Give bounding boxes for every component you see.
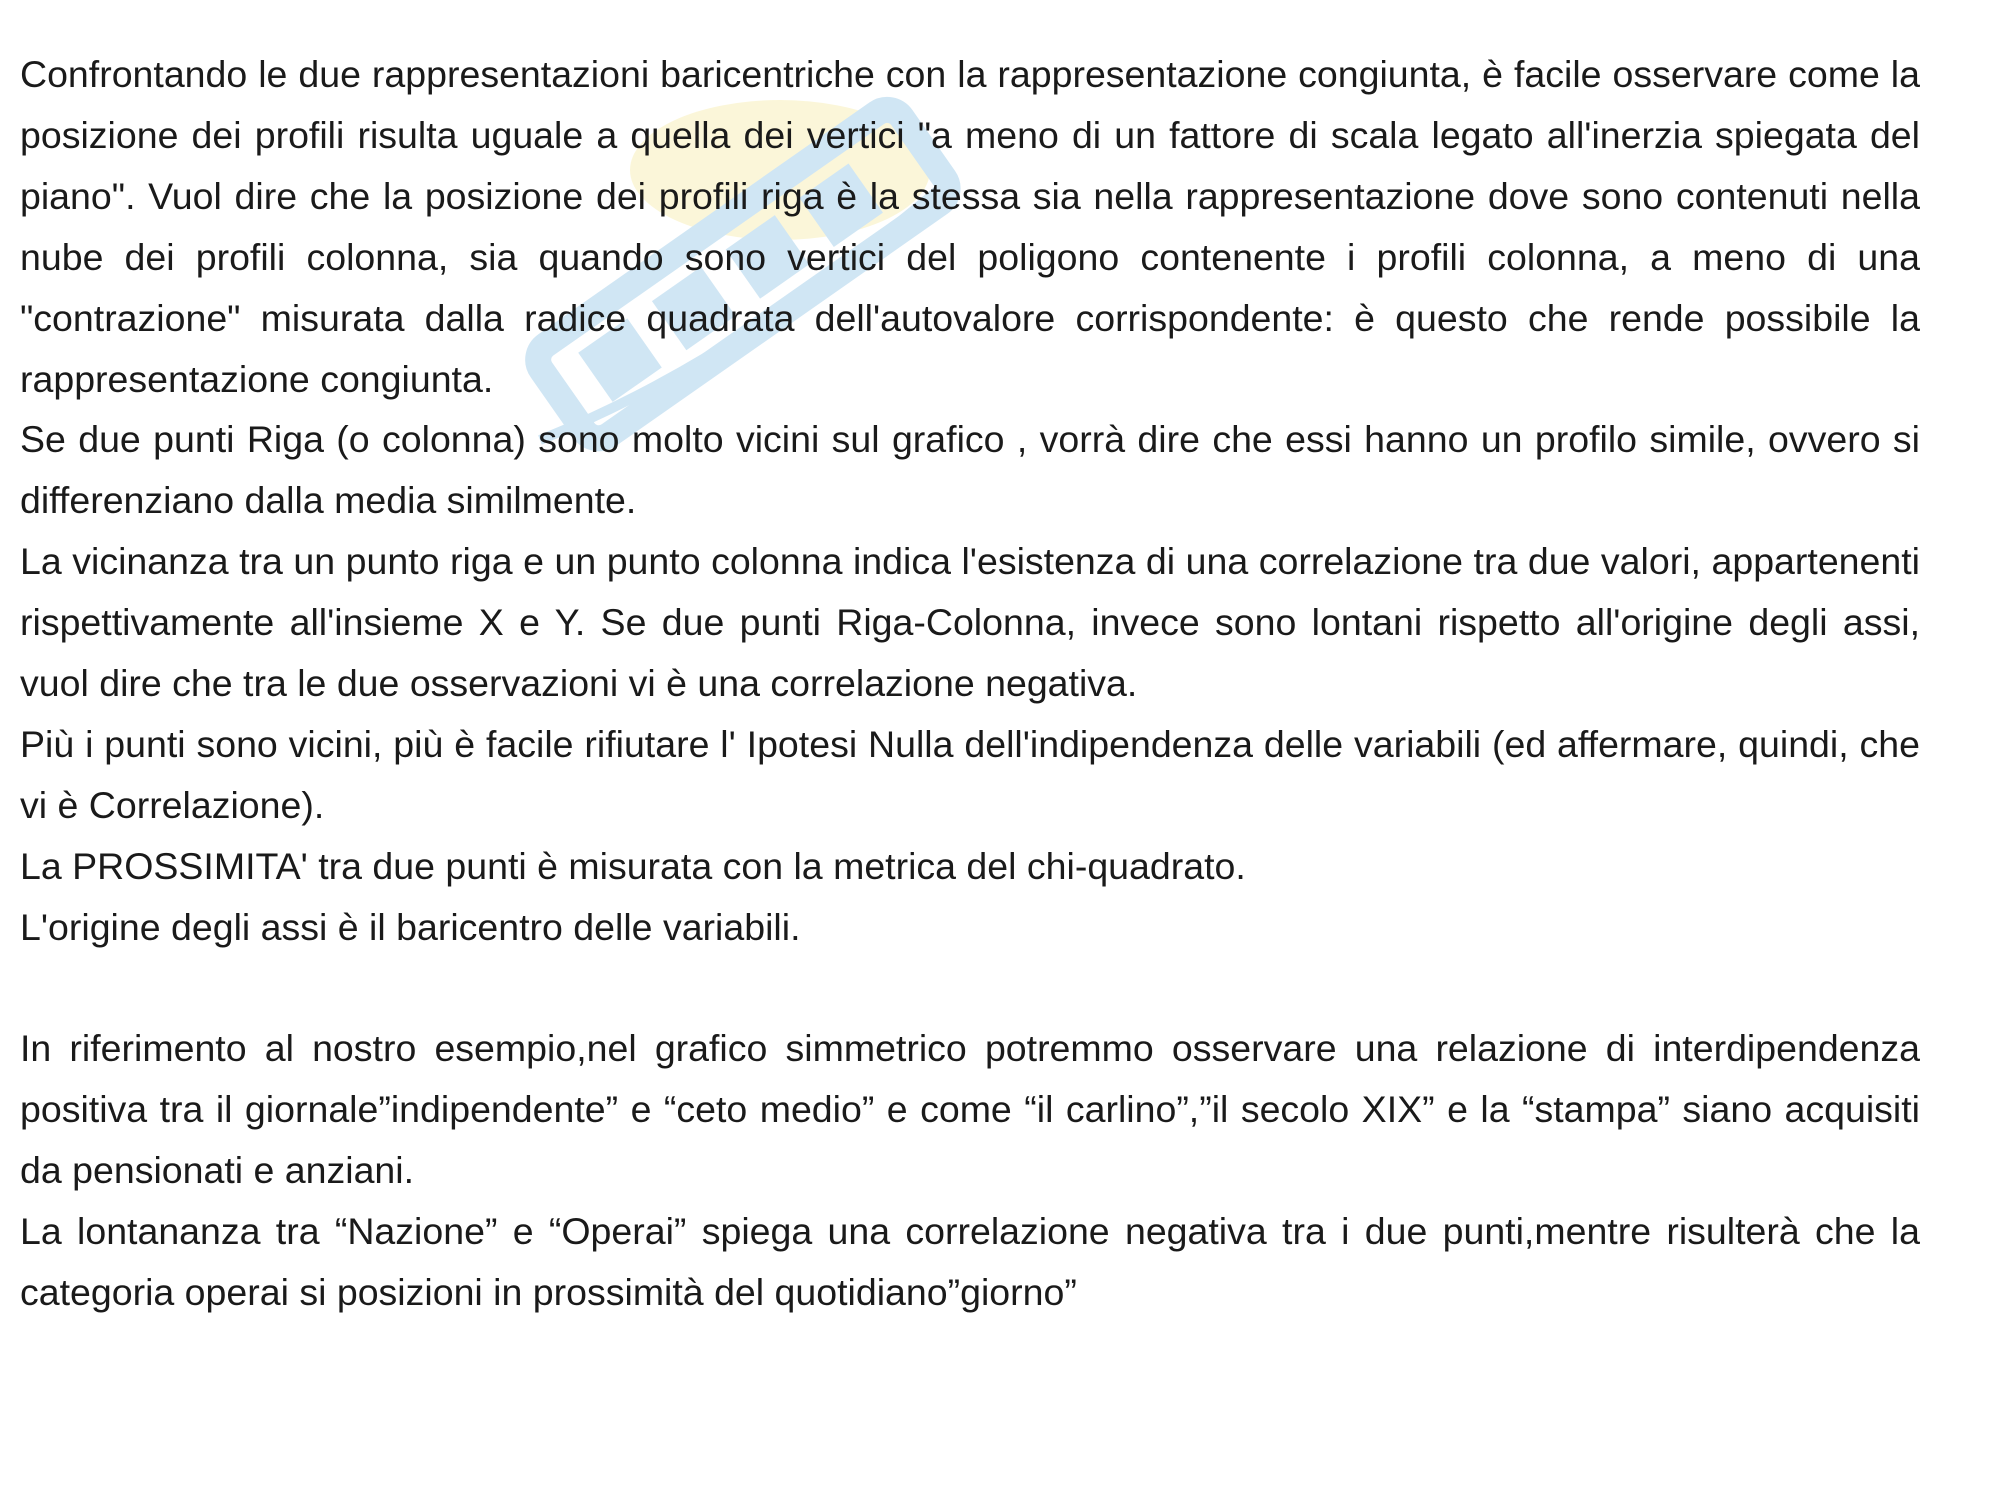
paragraph-origine-assi: L'origine degli assi è il baricentro delle variabili. — [20, 905, 801, 948]
paragraph-prossimita: La PROSSIMITA' tra due punti è misurata con la metrica del chi-quadrato. — [20, 844, 1246, 887]
paragraph-ipotesi-nulla: Più i punti sono vicini, più è facile rifiutare l' Ipotesi Nulla dell'indipendenza delle variabili (ed affermare, quindi, che vi è Correlazione). — [20, 722, 1920, 826]
document-body — [20, 44, 1920, 1323]
paragraph-rappresentazione-congiunta: Confrontando le due rappresentazioni baricentriche con la rappresentazione congiunta, è facile osservare come la posizione dei profili risulta uguale a quella dei vertici "a meno di un fattore di scala legato all'inerzia spiegata del piano". Vuol dire che la posizione dei profili riga è la stessa sia nella rappresentazione dove sono contenuti nella nube dei profili colonna, sia quando sono vertici del poligono contenente i profili colonna, a meno di una "contrazione" misurata dalla radice quadrata dell'autovalore corrispondente: è questo che rende possibile la rappresentazione congiunta. — [20, 53, 1920, 400]
paragraph-esempio: In riferimento al nostro esempio,nel grafico simmetrico potremmo osservare una relazione di interdipendenza positiva tra il giornale”indipendente” e “ceto medio” e come “il carlino”,”il secolo XIX” e la “stampa” siano acquisiti da pensionati e anziani. — [20, 1027, 1920, 1192]
paragraph-vicinanza: La vicinanza tra un punto riga e un punto colonna indica l'esistenza di una correlazione tra due valori, appartenenti rispettivamente all'insieme X e Y. Se due punti Riga-Colonna, invece sono lontani rispetto all'origine degli assi, vuol dire che tra le due osservazioni vi è una correlazione negativa. — [20, 540, 1920, 705]
paragraph-punti-riga: Se due punti Riga (o colonna) sono molto vicini sul grafico , vorrà dire che essi hanno un profilo simile, ovvero si differenziano dalla media similmente. — [20, 418, 1920, 522]
paragraph-lontananza: La lontananza tra “Nazione” e “Operai” spiega una correlazione negativa tra i due punti,mentre risulterà che la categoria operai si posizioni in prossimità del quotidiano”giorno” — [20, 1210, 1920, 1314]
paragraph-spacer — [20, 958, 1920, 1019]
